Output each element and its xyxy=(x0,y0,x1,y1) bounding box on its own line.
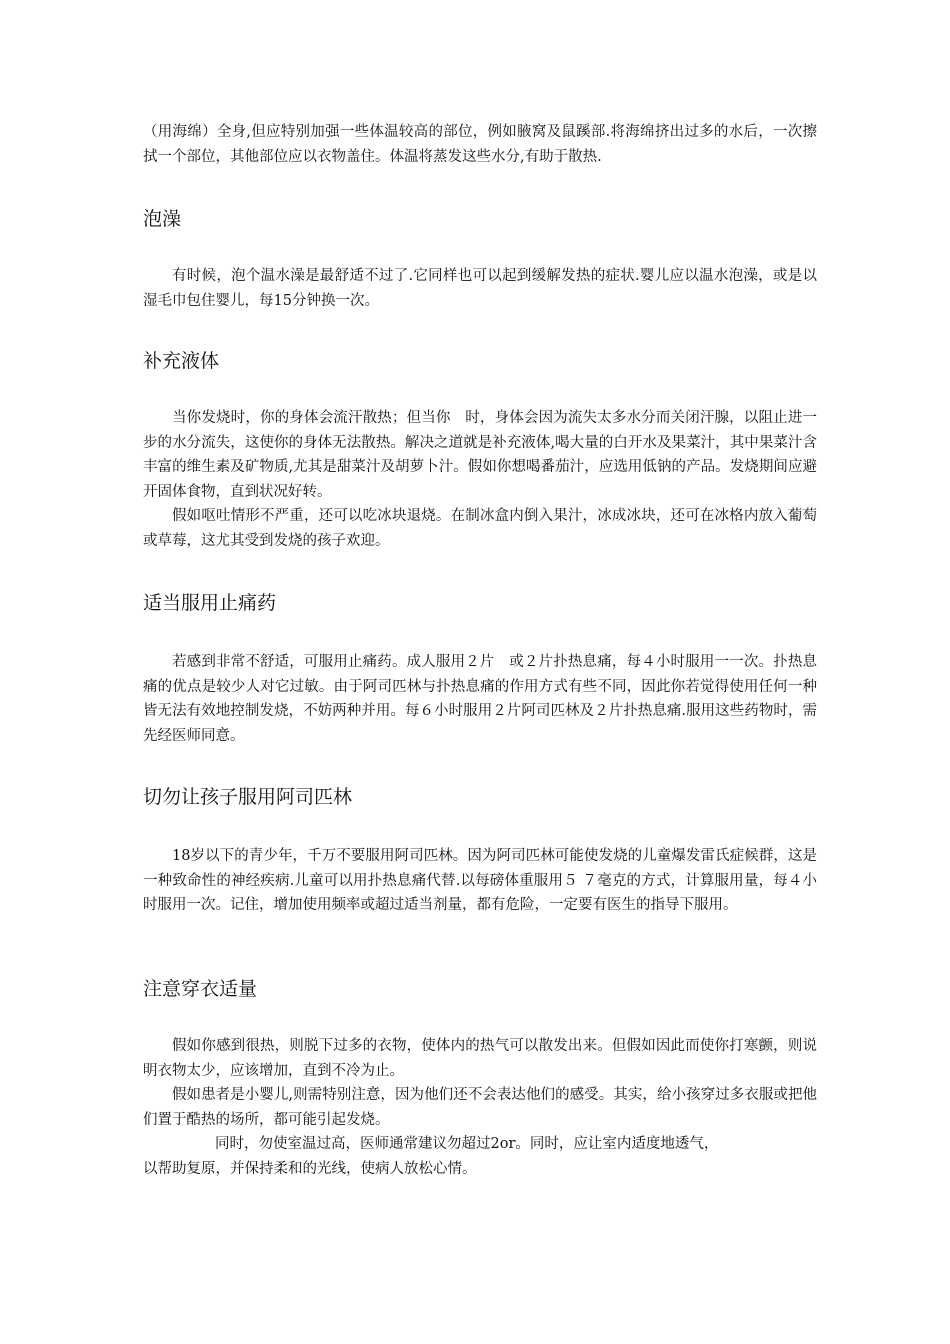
section-heading-bath: 泡澡 xyxy=(143,208,182,230)
section-clothing xyxy=(143,976,817,1002)
section-bath xyxy=(143,206,817,232)
section-aspirin xyxy=(143,784,817,810)
section-heading-fluids: 补充液体 xyxy=(143,350,220,372)
intro-paragraph: （用海绵）全身,但应特别加强一些体温较高的部位，例如腋窝及鼠蹊部.将海绵挤出过多的水后，一次擦拭一个部位，其他部位应以衣物盖住。体温将蒸发这些水分,有助于散热. xyxy=(143,124,817,165)
aspirin-paragraph: 18岁以下的青少年，千万不要服用阿司匹林。因为阿司匹林可能使发烧的儿童爆发雷氏症候群，这是一种致命性的神经疾病.儿童可以用扑热息痛代替.以每磅体重服用５ ７毫克的方式，计算服用量，每４小时服用一次。记住，增加使用频率或超过适当剂量，都有危险，一定要有医生的指导下服用。 xyxy=(143,848,817,913)
section-fluids xyxy=(143,348,817,374)
section-clothing-body xyxy=(143,1034,817,1181)
section-heading-aspirin: 切勿让孩子服用阿司匹林 xyxy=(143,786,353,808)
section-painkiller-body xyxy=(143,650,817,748)
section-heading-clothing: 注意穿衣适量 xyxy=(143,978,258,1000)
section-aspirin-body xyxy=(143,844,817,918)
section-bath-body xyxy=(143,264,817,313)
clothing-paragraph-3: 同时，勿使室温过高，医师通常建议勿超过2or。同时，应让室内适度地透气， xyxy=(215,1136,719,1152)
painkiller-paragraph: 若感到非常不舒适，可服用止痛药。成人服用２片 或２片扑热息痛，每４小时服用一一次。扑热息痛的优点是较少人对它过敏。由于阿司匹林与扑热息痛的作用方式有些不同，因此你若觉得使用任何一种皆无法有效地控制发烧，不妨两种并用。每６小时服用２片阿司匹林及２片扑热息痛.服用这些药物时，需先经医师同意。 xyxy=(143,654,817,744)
fluids-paragraph-2: 假如呕吐情形不严重，还可以吃冰块退烧。在制冰盒内倒入果汁，冰成冰块，还可在冰格内放入葡萄或草莓，这尤其受到发烧的孩子欢迎。 xyxy=(143,508,817,549)
section-fluids-body xyxy=(143,406,817,553)
section-heading-painkiller: 适当服用止痛药 xyxy=(143,592,277,614)
fluids-paragraph-1: 当你发烧时，你的身体会流汗散热；但当你 时，身体会因为流失太多水分而关闭汗腺，以阻止进一步的水分流失，这使你的身体无法散热。解决之道就是补充液体,喝大量的白开水及果菜汁，其中果菜汁含丰富的维生素及矿物质,尤其是甜菜汁及胡萝卜汁。假如你想喝番茄汁，应选用低钠的产品。发烧期间应避开固体食物，直到状况好转。 xyxy=(143,410,817,500)
bath-paragraph: 有时候，泡个温水澡是最舒适不过了.它同样也可以起到缓解发热的症状.婴儿应以温水泡澡，或是以湿毛巾包住婴儿，每15分钟换一次。 xyxy=(143,268,817,309)
clothing-paragraph-2: 假如患者是小婴儿,则需特别注意，因为他们还不会表达他们的感受。其实，给小孩穿过多衣服或把他们置于酷热的场所，都可能引起发烧。 xyxy=(143,1087,817,1128)
clothing-paragraph-1: 假如你感到很热，则脱下过多的衣物，使体内的热气可以散发出来。但假如因此而使你打寒颤，则说明衣物太少，应该增加，直到不冷为止。 xyxy=(143,1038,817,1079)
clothing-paragraph-4: 以帮助复原，并保持柔和的光线，使病人放松心情。 xyxy=(143,1160,477,1177)
intro-block xyxy=(143,120,817,169)
section-painkiller xyxy=(143,590,817,616)
